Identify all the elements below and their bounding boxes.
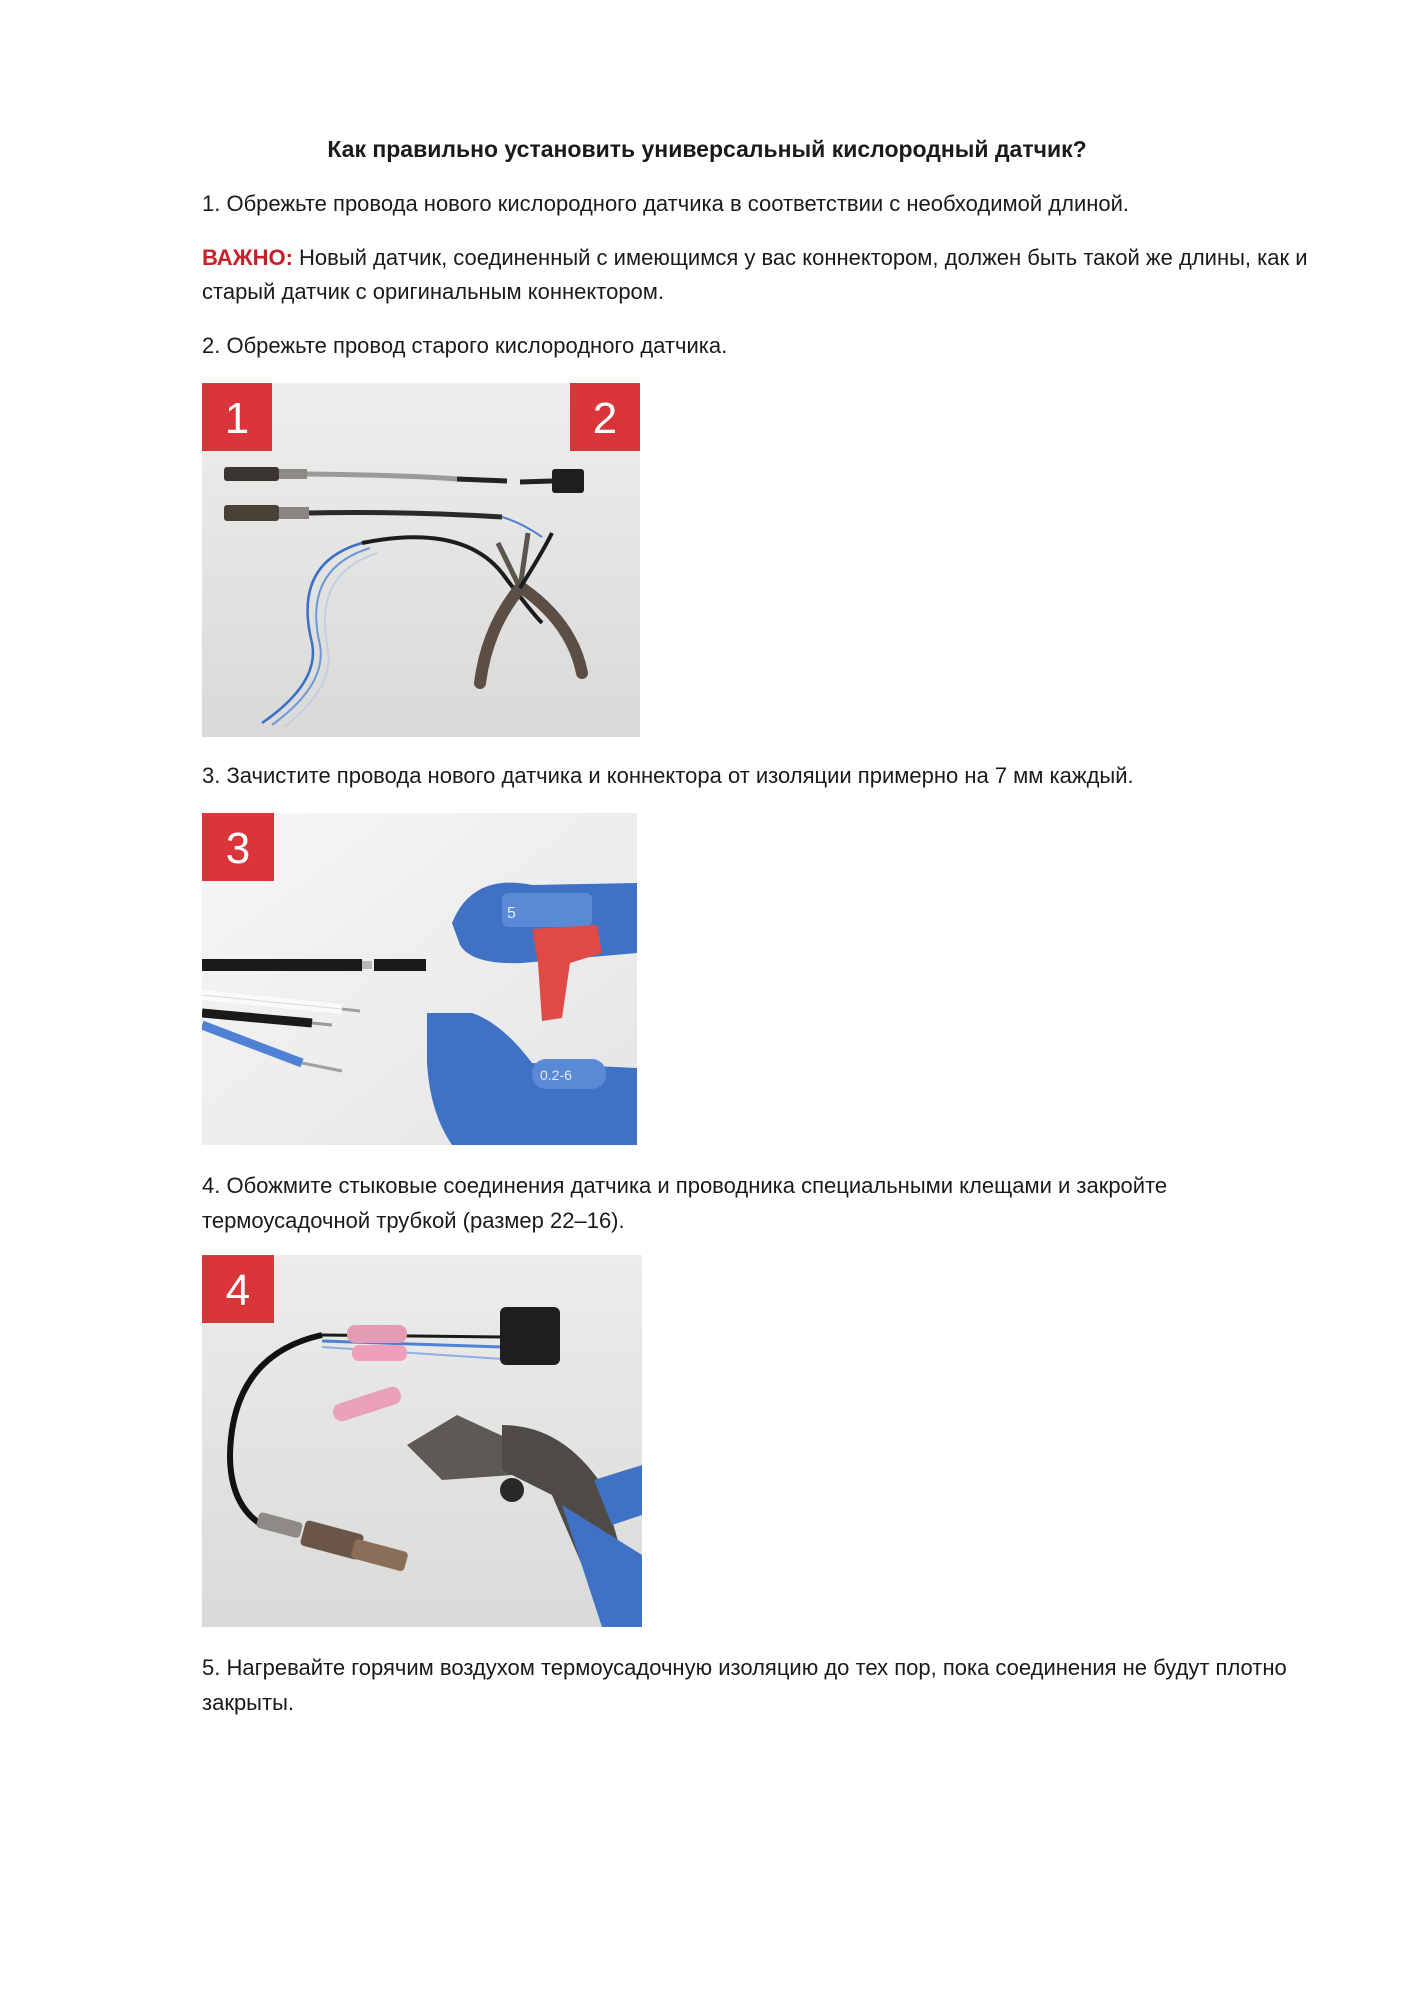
tool-mark-2: 0.2-6 (540, 1067, 572, 1083)
photo-step-3 (202, 813, 637, 1145)
step-4-text: 4. Обожмите стыковые соединения датчика и проводника специальными клещами и закройте термоусадочной трубкой (размер 22–16). (202, 1173, 1168, 1233)
photo-2-badge: 3 (225, 824, 251, 873)
important-label: ВАЖНО: (202, 245, 293, 270)
photo-1-badge-left: 1 (224, 394, 250, 443)
step-3-text: 3. Зачистите провода нового датчика и коннектора от изоляции примерно на 7 мм каждый. (202, 763, 1134, 788)
photo-1-badge-right: 2 (592, 394, 618, 443)
step-5-text: 5. Нагревайте горячим воздухом термоусадочную изоляцию до тех пор, пока соединения не будут плотно закрыты. (202, 1655, 1287, 1715)
photo-step-4 (202, 1255, 642, 1627)
important-note (202, 241, 1332, 309)
photo-3-badge: 4 (225, 1266, 251, 1315)
photo-step-1-2 (202, 383, 640, 737)
page-title: Как правильно установить универсальный кислородный датчик? (327, 136, 1087, 162)
important-text: Новый датчик, соединенный с имеющимся у вас коннектором, должен быть такой же длины, как и старый датчик с оригинальным коннектором. (202, 245, 1308, 304)
tool-mark-1: 5 (507, 905, 516, 922)
step-2-text: 2. Обрежьте провод старого кислородного датчика. (202, 333, 728, 358)
step-1-text: 1. Обрежьте провода нового кислородного датчика в соответствии с необходимой длиной. (202, 191, 1130, 216)
